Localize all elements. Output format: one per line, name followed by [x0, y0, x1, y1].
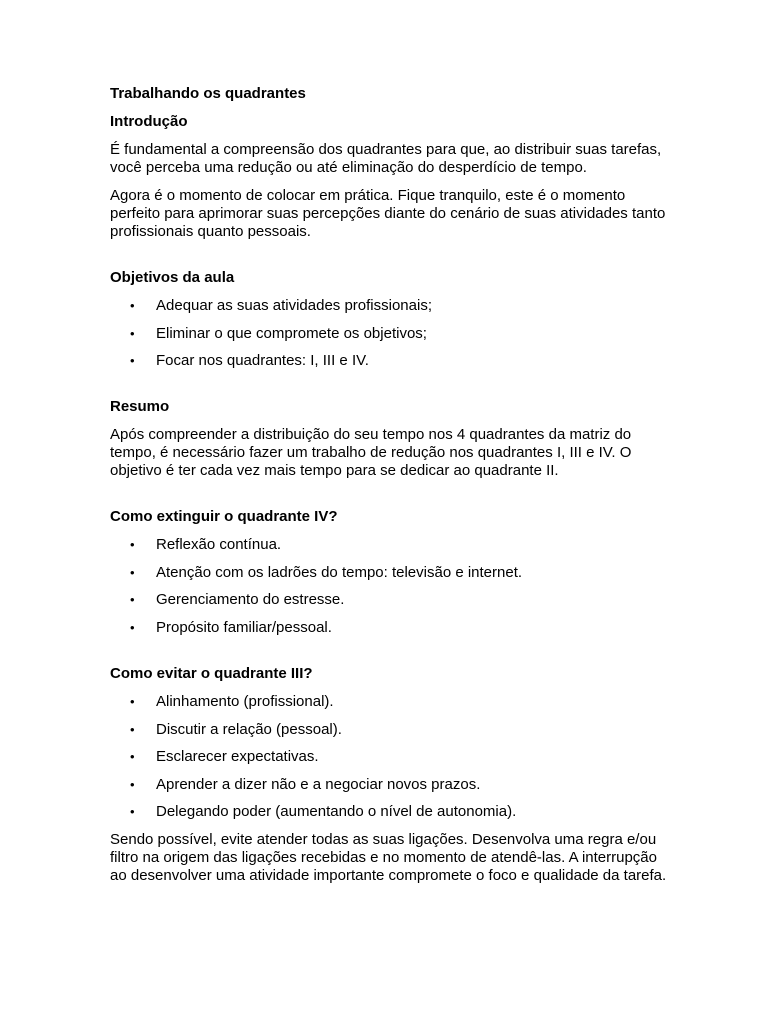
- list-item: • Adequar as suas atividades profissionais;: [110, 297, 670, 315]
- list-item: • Atenção com os ladrões do tempo: televisão e internet.: [110, 564, 670, 582]
- objetivos-heading: Objetivos da aula: [110, 269, 235, 286]
- list-item: • Esclarecer expectativas.: [110, 748, 670, 766]
- document-title: Trabalhando os quadrantes: [110, 85, 306, 102]
- list-item: • Reflexão contínua.: [110, 536, 670, 554]
- quadrante-iv-heading: Como extinguir o quadrante IV?: [110, 508, 338, 526]
- intro-paragraph-2: Agora é o momento de colocar em prática. Fique tranquilo, este é o momento perfeito para aprimorar suas percepções diante do cenário de suas atividades tanto profissionais quanto pessoais.: [110, 187, 666, 240]
- list-item: • Aprender a dizer não e a negociar novos prazos.: [110, 776, 670, 794]
- quadrante-iii-closing-paragraph: Sendo possível, evite atender todas as suas ligações. Desenvolva uma regra e/ou filtro na origem das ligações recebidas e no momento de atendê-las. A interrupção ao desenvolver uma atividade importante compromete o foco e qualidade da tarefa.: [110, 831, 667, 885]
- list-item: • Focar nos quadrantes: I, III e IV.: [110, 352, 670, 370]
- list-item: • Delegando poder (aumentando o nível de autonomia).: [110, 803, 670, 821]
- intro-heading: Introdução: [110, 113, 188, 130]
- document-page: [110, 85, 670, 885]
- list-item: • Alinhamento (profissional).: [110, 693, 670, 711]
- quadrante-iii-heading: Como evitar o quadrante III?: [110, 664, 313, 682]
- list-item: • Propósito familiar/pessoal.: [110, 619, 670, 637]
- list-item: • Eliminar o que compromete os objetivos;: [110, 325, 670, 343]
- intro-paragraph-1: É fundamental a compreensão dos quadrantes para que, ao distribuir suas tarefas, você perceba uma redução ou até eliminação do desperdício de tempo.: [110, 141, 662, 176]
- resumo-heading: Resumo: [110, 398, 170, 416]
- objetivos-list: [110, 297, 670, 370]
- quadrante-iv-list: [110, 536, 670, 637]
- list-item: • Discutir a relação (pessoal).: [110, 721, 670, 739]
- resumo-paragraph: Após compreender a distribuição do seu tempo nos 4 quadrantes da matriz do tempo, é necessário fazer um trabalho de redução nos quadrantes I, III e IV. O objetivo é ter cada vez mais tempo para se dedicar ao quadrante II.: [110, 426, 632, 480]
- quadrante-iii-list: [110, 693, 670, 821]
- list-item: • Gerenciamento do estresse.: [110, 591, 670, 609]
